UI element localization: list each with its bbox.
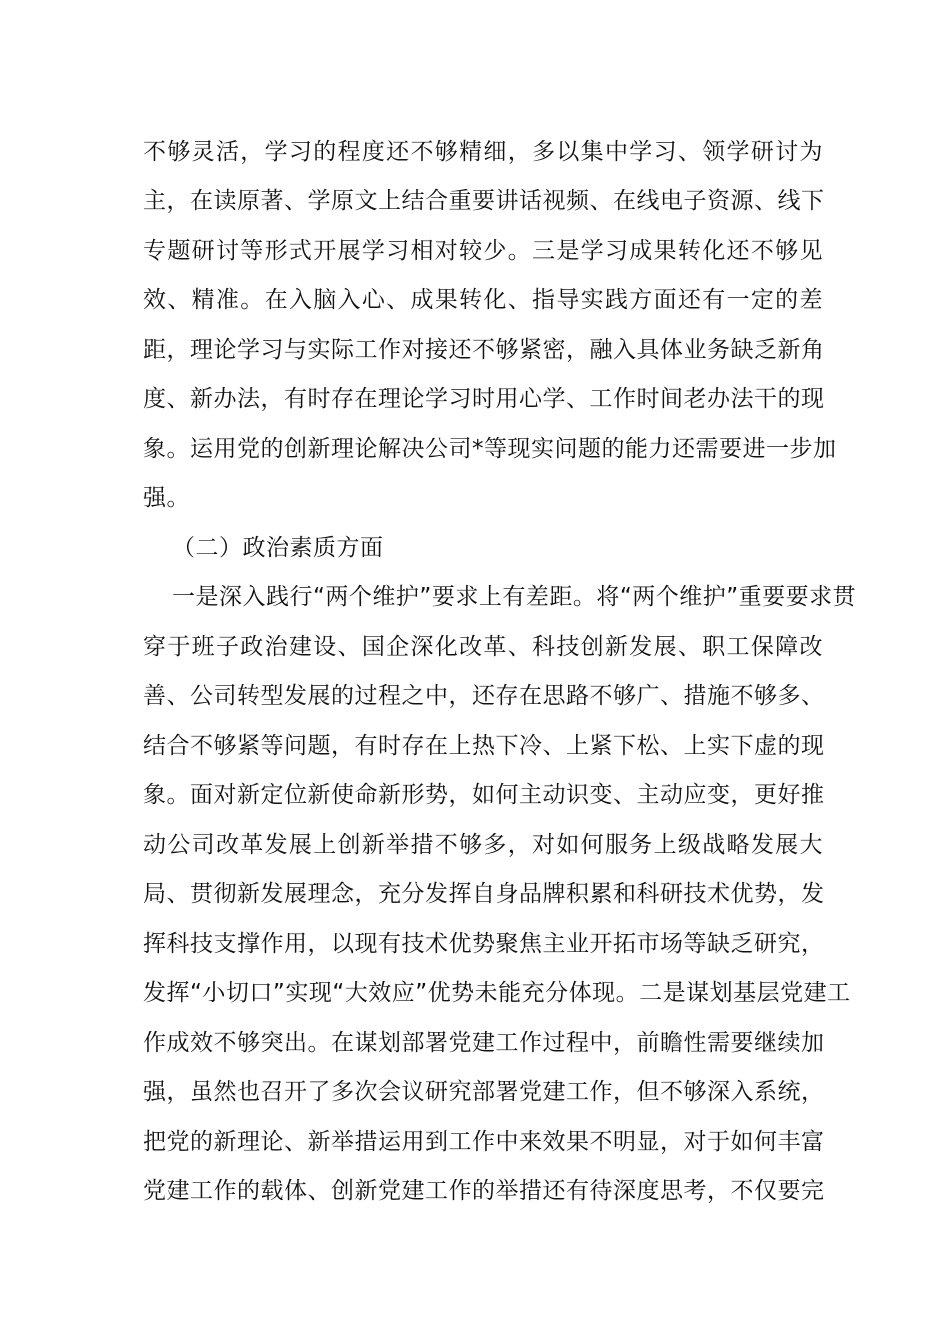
text-line-20: 强，虽然也召开了多次会议研究部署党建工作，但不够深入系统， — [143, 1079, 825, 1105]
text-line-8: 强。 — [143, 485, 190, 511]
text-line-22: 党建工作的载体、创新党建工作的举措还有待深度思考，不仅要完 — [143, 1178, 825, 1204]
text-line-15: 动公司改革发展上创新举措不够多，对如何服务上级战略发展大 — [143, 832, 823, 858]
text-line-21: 把党的新理论、新举措运用到工作中来效果不明显，对于如何丰富 — [143, 1129, 825, 1155]
text-line-10: 一是深入践行“两个维护”要求上有差距。将“两个维护”重要要求贯 — [172, 584, 857, 610]
section-heading: （二）政治素质方面 — [172, 535, 384, 561]
text-line-3: 专题研讨等形式开展学习相对较少。三是学习成果转化还不够见 — [143, 238, 823, 264]
text-line-17: 挥科技支撑作用，以现有技术优势聚焦主业开拓市场等缺乏研究， — [143, 931, 825, 957]
text-line-7: 象。运用党的创新理论解决公司*等现实问题的能力还需要进一步加 — [143, 436, 837, 462]
text-line-13: 结合不够紧等问题，有时存在上热下冷、上紧下松、上实下虚的现 — [143, 733, 825, 759]
text-line-11: 穿于班子政治建设、国企深化改革、科技创新发展、职工保障改 — [143, 634, 823, 660]
text-line-19: 作成效不够突出。在谋划部署党建工作过程中，前瞻性需要继续加 — [143, 1030, 825, 1056]
text-line-12: 善、公司转型发展的过程之中，还存在思路不够广、措施不够多、 — [143, 683, 825, 709]
text-line-5: 距，理论学习与实际工作对接还不够紧密，融入具体业务缺乏新角 — [143, 337, 825, 363]
text-line-2: 主，在读原著、学原文上结合重要讲话视频、在线电子资源、线下 — [143, 188, 825, 214]
text-line-4: 效、精准。在入脑入心、成果转化、指导实践方面还有一定的差 — [143, 287, 823, 313]
text-line-1: 不够灵活，学习的程度还不够精细，多以集中学习、领学研讨为 — [143, 139, 823, 165]
text-line-14: 象。面对新定位新使命新形势，如何主动识变、主动应变，更好推 — [143, 782, 825, 808]
text-line-16: 局、贯彻新发展理念，充分发挥自身品牌积累和科研技术优势，发 — [143, 881, 825, 907]
text-line-6: 度、新办法，有时存在理论学习时用心学、工作时间老办法干的现 — [143, 386, 825, 412]
text-line-18: 发挥“小切口”实现“大效应”优势未能充分体现。二是谋划基层党建工 — [143, 980, 851, 1006]
